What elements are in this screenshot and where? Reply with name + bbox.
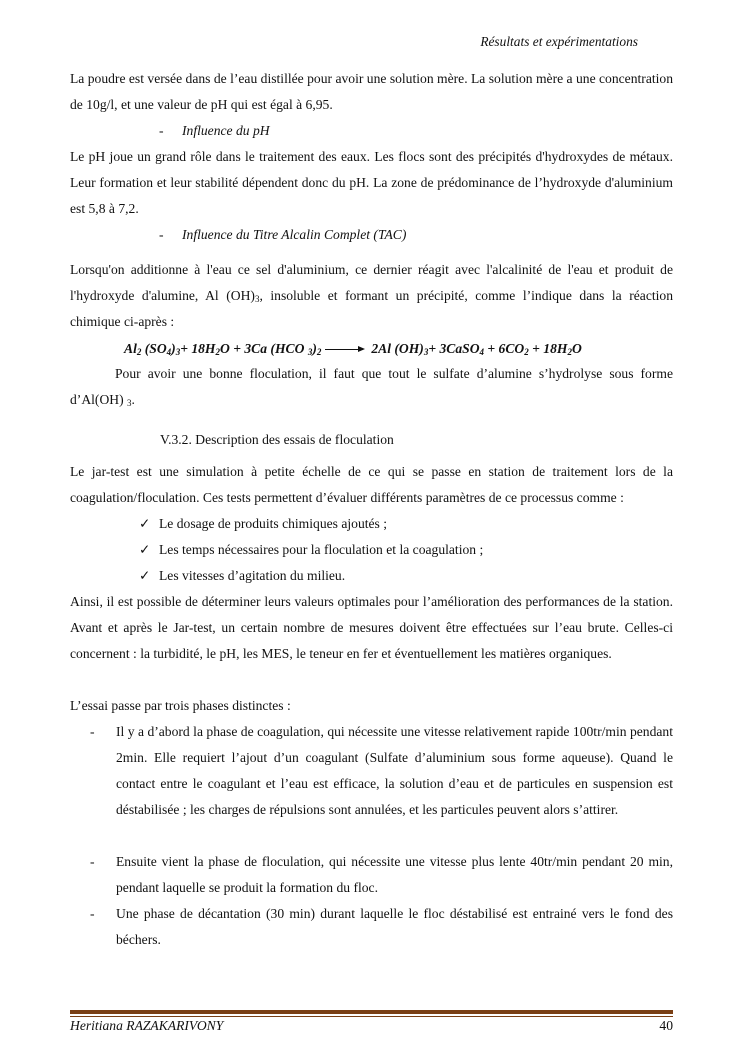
check-text: Les temps nécessaires pour la floculation et la coagulation ; — [159, 542, 484, 557]
bullet-dash: - — [90, 906, 95, 921]
paragraph-tac — [70, 257, 673, 335]
list-item-decantation — [90, 901, 673, 953]
subscript: 3 — [127, 398, 132, 408]
reaction-arrow-icon — [325, 349, 363, 350]
subscript: 2 — [316, 347, 322, 357]
equation-products — [371, 341, 581, 356]
equation-term: O — [571, 341, 582, 356]
equation-term: ) — [171, 341, 176, 356]
section-heading: V.3.2. Description des essais de floculation — [160, 432, 394, 447]
list-text: Ensuite vient la phase de floculation, qui nécessite une vitesse plus lente 40tr/min pendant 20 min, pendant laquelle se produit la formation du floc. — [116, 854, 673, 895]
subscript: 2 — [136, 347, 142, 357]
paragraph-jar-test: Le jar-test est une simulation à petite échelle de ce qui se passe en station de traitement lors de la coagulation/floculation. Ces tests permettent d’évaluer différents paramètres de ce processus comme : — [70, 464, 673, 505]
list-text: Une phase de décantation (30 min) durant laquelle le floc déstabilisé est entrainé vers le fond des béchers. — [116, 906, 673, 947]
footer-author: Heritiana RAZAKARIVONY — [70, 1018, 224, 1033]
subscript: 3 — [175, 347, 181, 357]
equation-term: O + 3Ca (HCO — [220, 341, 308, 356]
paragraph-hydrolyse — [70, 361, 673, 413]
footer-rule — [70, 1010, 673, 1014]
subscript: 4 — [166, 347, 172, 357]
subheading-tac: Influence du Titre Alcalin Complet (TAC) — [182, 227, 407, 242]
list-item-coagulation — [90, 719, 673, 823]
equation-reactants — [124, 341, 321, 356]
text: . — [131, 392, 135, 407]
subscript: 2 — [567, 347, 572, 357]
bullet-dash: - — [159, 123, 164, 138]
paragraph-ph: Le pH joue un grand rôle dans le traitement des eaux. Les flocs sont des précipités d'hydroxydes de métaux. Leur formation et leur stabilité dépendent donc du pH. La zone de prédominance de l’hydroxyde d'aluminium est 5,8 à 7,2. — [70, 149, 673, 216]
equation-term: + 18H — [180, 341, 216, 356]
list-text: Il y a d’abord la phase de coagulation, qui nécessite une vitesse relativement rapide 100tr/min pendant 2min. Elle requiert l’ajout d’un coagulant (Sulfate d’aluminium sous forme aqueuse). Quand le contact entre le coagulant et l’eau est efficace, la solution d’eau et de particules en suspension est déstabilisée ; les charges de répulsions sont annulées, et les particules peuvent alors s’attirer. — [116, 724, 673, 817]
check-text: Le dosage de produits chimiques ajoutés ; — [159, 516, 388, 531]
subscript: 2 — [524, 347, 529, 357]
checkmark-icon: ✓ — [139, 542, 151, 557]
page-number: 40 — [659, 1018, 673, 1033]
subscript: 3 — [307, 347, 313, 357]
check-item — [139, 511, 387, 537]
subscript: 4 — [479, 347, 485, 357]
bullet-dash: - — [159, 227, 164, 242]
text: Lorsqu'on additionne à l'eau ce sel d'aluminium, ce dernier réagit avec l'alcalinité de l'eau et produit de l'hydroxyde d'alumine, Al (OH) — [70, 262, 673, 303]
bullet-dash: - — [90, 724, 95, 739]
subscript: 2 — [215, 347, 220, 357]
subscript: 3 — [254, 294, 260, 304]
check-text: Les vitesses d’agitation du milieu. — [159, 568, 346, 583]
paragraph-phases-intro: L’essai passe par trois phases distinctes : — [70, 698, 291, 713]
list-item-floculation — [90, 849, 673, 901]
equation-term: + 18H — [528, 341, 568, 356]
checkmark-icon: ✓ — [139, 568, 151, 583]
equation-term: Al — [124, 341, 137, 356]
check-item — [139, 563, 345, 589]
equation-term: ) — [312, 341, 317, 356]
text: Pour avoir une bonne floculation, il faut que tout le sulfate d’alumine s’hydrolyse sous forme d’Al(OH) — [70, 366, 673, 407]
chemical-equation — [124, 336, 582, 362]
equation-term: + 3CaSO — [428, 341, 480, 356]
paragraph-ainsi: Ainsi, il est possible de déterminer leurs valeurs optimales pour l’amélioration des performances de la station. Avant et après le Jar-test, un certain nombre de mesures doivent être effectuées sur l’eau brute. Celles-ci concernent : la turbidité, le pH, les MES, le teneur en fer et éventuellement les matières organiques. — [70, 594, 673, 661]
text: , insoluble et formant un précipité, comme l’indique dans la réaction chimique ci-après : — [70, 288, 673, 329]
footer-rule-thin — [70, 1016, 673, 1017]
paragraph-solution: La poudre est versée dans de l’eau distillée pour avoir une solution mère. La solution mère a une concentration de 10g/l, et une valeur de pH qui est égal à 6,95. — [70, 71, 673, 112]
subscript: 3 — [423, 347, 429, 357]
equation-term: 2Al (OH) — [371, 341, 424, 356]
bullet-dash: - — [90, 854, 95, 869]
check-item — [139, 537, 483, 563]
subheading-ph: Influence du pH — [182, 123, 270, 138]
checkmark-icon: ✓ — [139, 516, 151, 531]
equation-term: + 6CO — [484, 341, 525, 356]
running-header: Résultats et expérimentations — [480, 34, 638, 49]
equation-term: (SO — [141, 341, 167, 356]
